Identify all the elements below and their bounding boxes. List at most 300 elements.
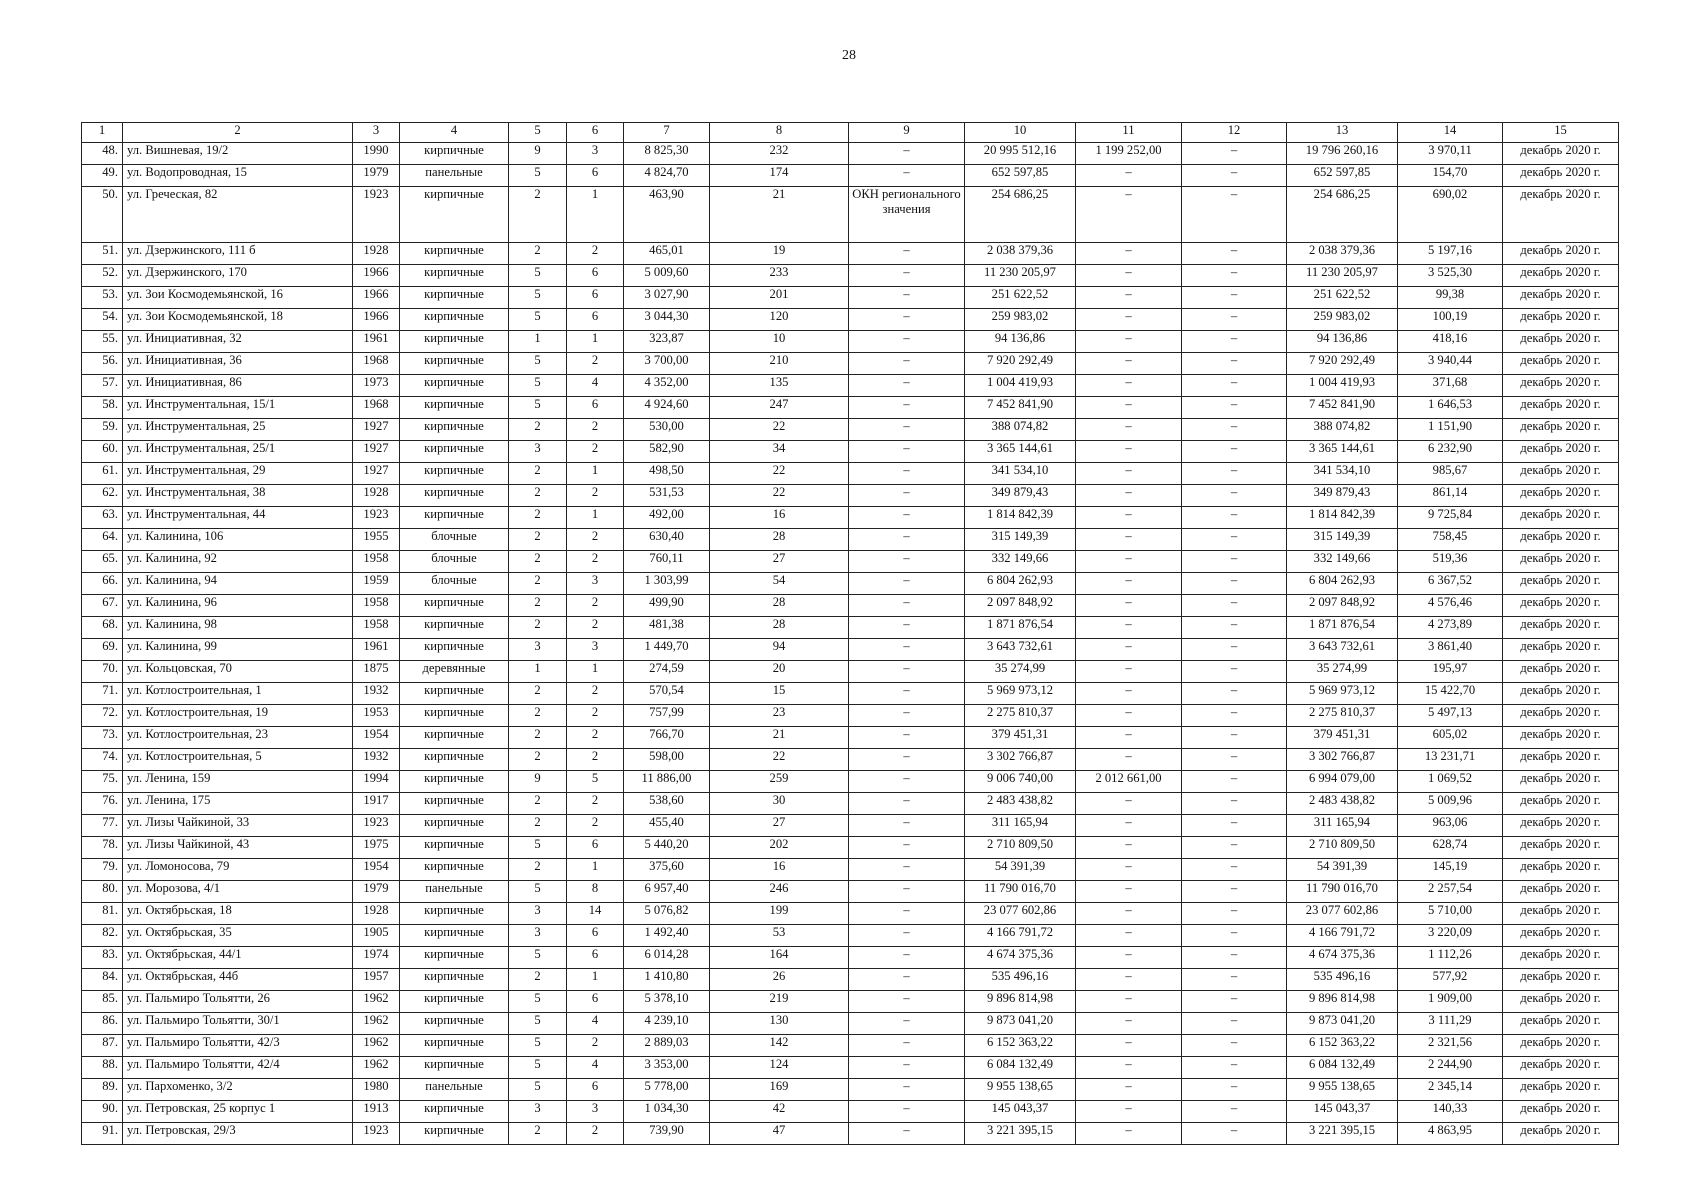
row-number-cell: 82. bbox=[82, 925, 123, 947]
heritage-status-cell: ОКН регионального значения bbox=[849, 187, 965, 243]
residents-cell: 94 bbox=[710, 639, 849, 661]
cost-col-12-cell: – bbox=[1182, 375, 1287, 397]
cost-col-12-cell: – bbox=[1182, 551, 1287, 573]
wall-material-cell: кирпичные bbox=[400, 947, 509, 969]
address-cell: ул. Лизы Чайкиной, 43 bbox=[123, 837, 353, 859]
address-cell: ул. Инструментальная, 29 bbox=[123, 463, 353, 485]
address-cell: ул. Вишневая, 19/2 bbox=[123, 143, 353, 165]
table-row bbox=[82, 485, 1619, 507]
year-built-cell: 1966 bbox=[353, 309, 400, 331]
cost-per-unit-cell: 2 321,56 bbox=[1398, 1035, 1503, 1057]
cost-col-12-cell: – bbox=[1182, 507, 1287, 529]
column-number-cell: 12 bbox=[1182, 123, 1287, 143]
row-number-cell: 70. bbox=[82, 661, 123, 683]
floors-cell: 2 bbox=[509, 187, 567, 243]
cost-col-13-cell: 652 597,85 bbox=[1287, 165, 1398, 187]
heritage-status-cell: – bbox=[849, 969, 965, 991]
year-built-cell: 1923 bbox=[353, 507, 400, 529]
residents-cell: 142 bbox=[710, 1035, 849, 1057]
heritage-status-cell: – bbox=[849, 353, 965, 375]
floors-cell: 5 bbox=[509, 1013, 567, 1035]
cost-per-unit-cell: 4 576,46 bbox=[1398, 595, 1503, 617]
floors-cell: 5 bbox=[509, 991, 567, 1013]
wall-material-cell: блочные bbox=[400, 573, 509, 595]
heritage-status-cell: – bbox=[849, 771, 965, 793]
year-built-cell: 1954 bbox=[353, 859, 400, 881]
address-cell: ул. Пальмиро Тольятти, 30/1 bbox=[123, 1013, 353, 1035]
cost-per-unit-cell: 145,19 bbox=[1398, 859, 1503, 881]
completion-date-cell: декабрь 2020 г. bbox=[1503, 749, 1619, 771]
heritage-status-cell: – bbox=[849, 617, 965, 639]
total-cost-cell: 1 814 842,39 bbox=[965, 507, 1076, 529]
cost-col-11-cell: – bbox=[1076, 353, 1182, 375]
row-number-cell: 50. bbox=[82, 187, 123, 243]
address-cell: ул. Ленина, 175 bbox=[123, 793, 353, 815]
cost-col-12-cell: – bbox=[1182, 463, 1287, 485]
cost-col-13-cell: 4 674 375,36 bbox=[1287, 947, 1398, 969]
table-row bbox=[82, 463, 1619, 485]
residents-cell: 42 bbox=[710, 1101, 849, 1123]
completion-date-cell: декабрь 2020 г. bbox=[1503, 507, 1619, 529]
address-cell: ул. Калинина, 96 bbox=[123, 595, 353, 617]
wall-material-cell: кирпичные bbox=[400, 815, 509, 837]
cost-col-13-cell: 54 391,39 bbox=[1287, 859, 1398, 881]
entrances-cell: 2 bbox=[567, 529, 624, 551]
residents-cell: 210 bbox=[710, 353, 849, 375]
area-cell: 5 009,60 bbox=[624, 265, 710, 287]
address-cell: ул. Инициативная, 32 bbox=[123, 331, 353, 353]
heritage-status-cell: – bbox=[849, 1035, 965, 1057]
cost-col-12-cell: – bbox=[1182, 925, 1287, 947]
row-number-cell: 83. bbox=[82, 947, 123, 969]
entrances-cell: 2 bbox=[567, 441, 624, 463]
column-number-cell: 6 bbox=[567, 123, 624, 143]
completion-date-cell: декабрь 2020 г. bbox=[1503, 903, 1619, 925]
heritage-status-cell: – bbox=[849, 441, 965, 463]
address-cell: ул. Петровская, 29/3 bbox=[123, 1123, 353, 1145]
floors-cell: 5 bbox=[509, 947, 567, 969]
table-row bbox=[82, 947, 1619, 969]
year-built-cell: 1966 bbox=[353, 265, 400, 287]
residents-cell: 19 bbox=[710, 243, 849, 265]
cost-per-unit-cell: 13 231,71 bbox=[1398, 749, 1503, 771]
completion-date-cell: декабрь 2020 г. bbox=[1503, 925, 1619, 947]
cost-per-unit-cell: 195,97 bbox=[1398, 661, 1503, 683]
heritage-status-cell: – bbox=[849, 793, 965, 815]
cost-col-13-cell: 7 452 841,90 bbox=[1287, 397, 1398, 419]
year-built-cell: 1990 bbox=[353, 143, 400, 165]
cost-col-11-cell: – bbox=[1076, 165, 1182, 187]
entrances-cell: 6 bbox=[567, 925, 624, 947]
year-built-cell: 1975 bbox=[353, 837, 400, 859]
cost-col-13-cell: 7 920 292,49 bbox=[1287, 353, 1398, 375]
cost-per-unit-cell: 3 220,09 bbox=[1398, 925, 1503, 947]
entrances-cell: 2 bbox=[567, 705, 624, 727]
cost-col-11-cell: – bbox=[1076, 991, 1182, 1013]
heritage-status-cell: – bbox=[849, 551, 965, 573]
residents-cell: 34 bbox=[710, 441, 849, 463]
entrances-cell: 2 bbox=[567, 1035, 624, 1057]
wall-material-cell: кирпичные bbox=[400, 903, 509, 925]
floors-cell: 3 bbox=[509, 441, 567, 463]
cost-col-13-cell: 3 643 732,61 bbox=[1287, 639, 1398, 661]
total-cost-cell: 3 302 766,87 bbox=[965, 749, 1076, 771]
heritage-status-cell: – bbox=[849, 925, 965, 947]
cost-col-12-cell: – bbox=[1182, 595, 1287, 617]
wall-material-cell: кирпичные bbox=[400, 793, 509, 815]
entrances-cell: 6 bbox=[567, 397, 624, 419]
column-number-cell: 3 bbox=[353, 123, 400, 143]
column-number-cell: 13 bbox=[1287, 123, 1398, 143]
year-built-cell: 1968 bbox=[353, 353, 400, 375]
total-cost-cell: 4 674 375,36 bbox=[965, 947, 1076, 969]
floors-cell: 1 bbox=[509, 331, 567, 353]
cost-col-11-cell: – bbox=[1076, 1079, 1182, 1101]
cost-col-12-cell: – bbox=[1182, 969, 1287, 991]
wall-material-cell: кирпичные bbox=[400, 749, 509, 771]
heritage-status-cell: – bbox=[849, 815, 965, 837]
total-cost-cell: 3 221 395,15 bbox=[965, 1123, 1076, 1145]
year-built-cell: 1917 bbox=[353, 793, 400, 815]
cost-col-11-cell: – bbox=[1076, 617, 1182, 639]
row-number-cell: 56. bbox=[82, 353, 123, 375]
floors-cell: 5 bbox=[509, 1035, 567, 1057]
area-cell: 463,90 bbox=[624, 187, 710, 243]
heritage-status-cell: – bbox=[849, 309, 965, 331]
year-built-cell: 1953 bbox=[353, 705, 400, 727]
total-cost-cell: 9 873 041,20 bbox=[965, 1013, 1076, 1035]
cost-col-13-cell: 2 275 810,37 bbox=[1287, 705, 1398, 727]
heritage-status-cell: – bbox=[849, 991, 965, 1013]
entrances-cell: 2 bbox=[567, 595, 624, 617]
address-cell: ул. Дзержинского, 170 bbox=[123, 265, 353, 287]
cost-per-unit-cell: 3 940,44 bbox=[1398, 353, 1503, 375]
table-row bbox=[82, 143, 1619, 165]
residents-cell: 21 bbox=[710, 727, 849, 749]
address-cell: ул. Пархоменко, 3/2 bbox=[123, 1079, 353, 1101]
entrances-cell: 1 bbox=[567, 859, 624, 881]
cost-per-unit-cell: 2 257,54 bbox=[1398, 881, 1503, 903]
year-built-cell: 1973 bbox=[353, 375, 400, 397]
wall-material-cell: кирпичные bbox=[400, 925, 509, 947]
table-row bbox=[82, 815, 1619, 837]
area-cell: 11 886,00 bbox=[624, 771, 710, 793]
completion-date-cell: декабрь 2020 г. bbox=[1503, 1035, 1619, 1057]
cost-col-11-cell: – bbox=[1076, 705, 1182, 727]
address-cell: ул. Октябрьская, 44б bbox=[123, 969, 353, 991]
cost-col-12-cell: – bbox=[1182, 419, 1287, 441]
row-number-cell: 62. bbox=[82, 485, 123, 507]
total-cost-cell: 145 043,37 bbox=[965, 1101, 1076, 1123]
entrances-cell: 1 bbox=[567, 969, 624, 991]
cost-per-unit-cell: 371,68 bbox=[1398, 375, 1503, 397]
residents-cell: 23 bbox=[710, 705, 849, 727]
entrances-cell: 1 bbox=[567, 507, 624, 529]
residents-cell: 130 bbox=[710, 1013, 849, 1035]
residents-cell: 22 bbox=[710, 749, 849, 771]
table-row bbox=[82, 529, 1619, 551]
column-number-cell: 7 bbox=[624, 123, 710, 143]
row-number-cell: 91. bbox=[82, 1123, 123, 1145]
cost-per-unit-cell: 690,02 bbox=[1398, 187, 1503, 243]
completion-date-cell: декабрь 2020 г. bbox=[1503, 309, 1619, 331]
year-built-cell: 1923 bbox=[353, 187, 400, 243]
floors-cell: 2 bbox=[509, 463, 567, 485]
area-cell: 4 239,10 bbox=[624, 1013, 710, 1035]
wall-material-cell: блочные bbox=[400, 551, 509, 573]
total-cost-cell: 35 274,99 bbox=[965, 661, 1076, 683]
area-cell: 3 700,00 bbox=[624, 353, 710, 375]
address-cell: ул. Котлостроительная, 19 bbox=[123, 705, 353, 727]
year-built-cell: 1923 bbox=[353, 1123, 400, 1145]
area-cell: 465,01 bbox=[624, 243, 710, 265]
total-cost-cell: 1 871 876,54 bbox=[965, 617, 1076, 639]
cost-col-12-cell: – bbox=[1182, 331, 1287, 353]
entrances-cell: 3 bbox=[567, 143, 624, 165]
cost-col-11-cell: – bbox=[1076, 375, 1182, 397]
cost-per-unit-cell: 5 497,13 bbox=[1398, 705, 1503, 727]
table-row bbox=[82, 309, 1619, 331]
floors-cell: 1 bbox=[509, 661, 567, 683]
row-number-cell: 65. bbox=[82, 551, 123, 573]
residents-cell: 22 bbox=[710, 419, 849, 441]
year-built-cell: 1994 bbox=[353, 771, 400, 793]
cost-col-13-cell: 2 038 379,36 bbox=[1287, 243, 1398, 265]
residents-cell: 202 bbox=[710, 837, 849, 859]
cost-col-11-cell: – bbox=[1076, 969, 1182, 991]
cost-per-unit-cell: 9 725,84 bbox=[1398, 507, 1503, 529]
row-number-cell: 66. bbox=[82, 573, 123, 595]
total-cost-cell: 349 879,43 bbox=[965, 485, 1076, 507]
area-cell: 3 044,30 bbox=[624, 309, 710, 331]
cost-col-12-cell: – bbox=[1182, 1057, 1287, 1079]
year-built-cell: 1954 bbox=[353, 727, 400, 749]
cost-col-12-cell: – bbox=[1182, 243, 1287, 265]
table-row bbox=[82, 441, 1619, 463]
total-cost-cell: 535 496,16 bbox=[965, 969, 1076, 991]
area-cell: 1 303,99 bbox=[624, 573, 710, 595]
year-built-cell: 1928 bbox=[353, 903, 400, 925]
cost-col-11-cell: – bbox=[1076, 551, 1182, 573]
cost-per-unit-cell: 99,38 bbox=[1398, 287, 1503, 309]
cost-col-13-cell: 341 534,10 bbox=[1287, 463, 1398, 485]
row-number-cell: 80. bbox=[82, 881, 123, 903]
completion-date-cell: декабрь 2020 г. bbox=[1503, 617, 1619, 639]
completion-date-cell: декабрь 2020 г. bbox=[1503, 881, 1619, 903]
total-cost-cell: 6 084 132,49 bbox=[965, 1057, 1076, 1079]
residents-cell: 233 bbox=[710, 265, 849, 287]
cost-per-unit-cell: 861,14 bbox=[1398, 485, 1503, 507]
column-number-cell: 10 bbox=[965, 123, 1076, 143]
completion-date-cell: декабрь 2020 г. bbox=[1503, 1123, 1619, 1145]
total-cost-cell: 388 074,82 bbox=[965, 419, 1076, 441]
cost-col-12-cell: – bbox=[1182, 187, 1287, 243]
wall-material-cell: кирпичные bbox=[400, 143, 509, 165]
area-cell: 4 824,70 bbox=[624, 165, 710, 187]
cost-col-13-cell: 145 043,37 bbox=[1287, 1101, 1398, 1123]
area-cell: 499,90 bbox=[624, 595, 710, 617]
year-built-cell: 1958 bbox=[353, 551, 400, 573]
row-number-cell: 89. bbox=[82, 1079, 123, 1101]
wall-material-cell: кирпичные bbox=[400, 1035, 509, 1057]
total-cost-cell: 2 275 810,37 bbox=[965, 705, 1076, 727]
cost-col-11-cell: – bbox=[1076, 397, 1182, 419]
floors-cell: 2 bbox=[509, 573, 567, 595]
heritage-status-cell: – bbox=[849, 375, 965, 397]
row-number-cell: 76. bbox=[82, 793, 123, 815]
entrances-cell: 1 bbox=[567, 463, 624, 485]
entrances-cell: 3 bbox=[567, 1101, 624, 1123]
entrances-cell: 4 bbox=[567, 1013, 624, 1035]
residents-cell: 53 bbox=[710, 925, 849, 947]
entrances-cell: 1 bbox=[567, 661, 624, 683]
entrances-cell: 6 bbox=[567, 837, 624, 859]
cost-per-unit-cell: 758,45 bbox=[1398, 529, 1503, 551]
cost-per-unit-cell: 1 112,26 bbox=[1398, 947, 1503, 969]
table-row bbox=[82, 1057, 1619, 1079]
cost-col-13-cell: 349 879,43 bbox=[1287, 485, 1398, 507]
cost-col-11-cell: – bbox=[1076, 947, 1182, 969]
cost-per-unit-cell: 2 244,90 bbox=[1398, 1057, 1503, 1079]
table-row bbox=[82, 661, 1619, 683]
address-cell: ул. Зои Космодемьянской, 16 bbox=[123, 287, 353, 309]
total-cost-cell: 2 483 438,82 bbox=[965, 793, 1076, 815]
row-number-cell: 61. bbox=[82, 463, 123, 485]
cost-col-11-cell: – bbox=[1076, 683, 1182, 705]
area-cell: 630,40 bbox=[624, 529, 710, 551]
floors-cell: 5 bbox=[509, 265, 567, 287]
entrances-cell: 2 bbox=[567, 749, 624, 771]
area-cell: 1 492,40 bbox=[624, 925, 710, 947]
floors-cell: 5 bbox=[509, 1079, 567, 1101]
residents-cell: 28 bbox=[710, 595, 849, 617]
row-number-cell: 88. bbox=[82, 1057, 123, 1079]
wall-material-cell: кирпичные bbox=[400, 1057, 509, 1079]
area-cell: 757,99 bbox=[624, 705, 710, 727]
entrances-cell: 2 bbox=[567, 243, 624, 265]
completion-date-cell: декабрь 2020 г. bbox=[1503, 771, 1619, 793]
column-number-cell: 5 bbox=[509, 123, 567, 143]
cost-col-12-cell: – bbox=[1182, 661, 1287, 683]
wall-material-cell: блочные bbox=[400, 529, 509, 551]
floors-cell: 2 bbox=[509, 705, 567, 727]
cost-col-11-cell: – bbox=[1076, 749, 1182, 771]
address-cell: ул. Октябрьская, 18 bbox=[123, 903, 353, 925]
address-cell: ул. Дзержинского, 111 б bbox=[123, 243, 353, 265]
cost-col-13-cell: 254 686,25 bbox=[1287, 187, 1398, 243]
residents-cell: 28 bbox=[710, 617, 849, 639]
row-number-cell: 58. bbox=[82, 397, 123, 419]
cost-col-13-cell: 315 149,39 bbox=[1287, 529, 1398, 551]
cost-per-unit-cell: 5 009,96 bbox=[1398, 793, 1503, 815]
table-row bbox=[82, 397, 1619, 419]
column-number-cell: 14 bbox=[1398, 123, 1503, 143]
wall-material-cell: кирпичные bbox=[400, 243, 509, 265]
row-number-cell: 81. bbox=[82, 903, 123, 925]
address-cell: ул. Морозова, 4/1 bbox=[123, 881, 353, 903]
entrances-cell: 2 bbox=[567, 815, 624, 837]
column-number-row bbox=[82, 123, 1619, 143]
cost-col-11-cell: – bbox=[1076, 287, 1182, 309]
heritage-status-cell: – bbox=[849, 265, 965, 287]
year-built-cell: 1955 bbox=[353, 529, 400, 551]
address-cell: ул. Греческая, 82 bbox=[123, 187, 353, 243]
wall-material-cell: панельные bbox=[400, 881, 509, 903]
total-cost-cell: 311 165,94 bbox=[965, 815, 1076, 837]
entrances-cell: 6 bbox=[567, 991, 624, 1013]
cost-col-11-cell: – bbox=[1076, 485, 1182, 507]
entrances-cell: 2 bbox=[567, 419, 624, 441]
wall-material-cell: кирпичные bbox=[400, 397, 509, 419]
address-cell: ул. Инструментальная, 25 bbox=[123, 419, 353, 441]
completion-date-cell: декабрь 2020 г. bbox=[1503, 793, 1619, 815]
address-cell: ул. Калинина, 92 bbox=[123, 551, 353, 573]
cost-col-13-cell: 2 483 438,82 bbox=[1287, 793, 1398, 815]
total-cost-cell: 6 804 262,93 bbox=[965, 573, 1076, 595]
row-number-cell: 57. bbox=[82, 375, 123, 397]
entrances-cell: 2 bbox=[567, 727, 624, 749]
cost-per-unit-cell: 100,19 bbox=[1398, 309, 1503, 331]
row-number-cell: 79. bbox=[82, 859, 123, 881]
floors-cell: 5 bbox=[509, 837, 567, 859]
total-cost-cell: 379 451,31 bbox=[965, 727, 1076, 749]
address-cell: ул. Октябрьская, 44/1 bbox=[123, 947, 353, 969]
floors-cell: 5 bbox=[509, 353, 567, 375]
cost-col-13-cell: 9 896 814,98 bbox=[1287, 991, 1398, 1013]
completion-date-cell: декабрь 2020 г. bbox=[1503, 661, 1619, 683]
completion-date-cell: декабрь 2020 г. bbox=[1503, 243, 1619, 265]
cost-per-unit-cell: 418,16 bbox=[1398, 331, 1503, 353]
cost-col-13-cell: 6 084 132,49 bbox=[1287, 1057, 1398, 1079]
table-row bbox=[82, 771, 1619, 793]
total-cost-cell: 332 149,66 bbox=[965, 551, 1076, 573]
table-row bbox=[82, 595, 1619, 617]
total-cost-cell: 1 004 419,93 bbox=[965, 375, 1076, 397]
completion-date-cell: декабрь 2020 г. bbox=[1503, 143, 1619, 165]
table-row bbox=[82, 265, 1619, 287]
year-built-cell: 1979 bbox=[353, 881, 400, 903]
cost-col-12-cell: – bbox=[1182, 573, 1287, 595]
cost-col-13-cell: 3 302 766,87 bbox=[1287, 749, 1398, 771]
column-number-cell: 15 bbox=[1503, 123, 1619, 143]
row-number-cell: 48. bbox=[82, 143, 123, 165]
cost-per-unit-cell: 519,36 bbox=[1398, 551, 1503, 573]
entrances-cell: 2 bbox=[567, 551, 624, 573]
cost-col-11-cell: – bbox=[1076, 837, 1182, 859]
year-built-cell: 1913 bbox=[353, 1101, 400, 1123]
cost-per-unit-cell: 5 197,16 bbox=[1398, 243, 1503, 265]
row-number-cell: 64. bbox=[82, 529, 123, 551]
year-built-cell: 1974 bbox=[353, 947, 400, 969]
area-cell: 538,60 bbox=[624, 793, 710, 815]
completion-date-cell: декабрь 2020 г. bbox=[1503, 529, 1619, 551]
row-number-cell: 85. bbox=[82, 991, 123, 1013]
cost-per-unit-cell: 577,92 bbox=[1398, 969, 1503, 991]
entrances-cell: 4 bbox=[567, 1057, 624, 1079]
address-cell: ул. Пальмиро Тольятти, 42/4 bbox=[123, 1057, 353, 1079]
area-cell: 5 440,20 bbox=[624, 837, 710, 859]
cost-col-11-cell: – bbox=[1076, 573, 1182, 595]
row-number-cell: 68. bbox=[82, 617, 123, 639]
residents-cell: 232 bbox=[710, 143, 849, 165]
completion-date-cell: декабрь 2020 г. bbox=[1503, 859, 1619, 881]
entrances-cell: 6 bbox=[567, 265, 624, 287]
area-cell: 3 353,00 bbox=[624, 1057, 710, 1079]
floors-cell: 2 bbox=[509, 969, 567, 991]
residents-cell: 15 bbox=[710, 683, 849, 705]
cost-col-11-cell: 2 012 661,00 bbox=[1076, 771, 1182, 793]
floors-cell: 2 bbox=[509, 507, 567, 529]
